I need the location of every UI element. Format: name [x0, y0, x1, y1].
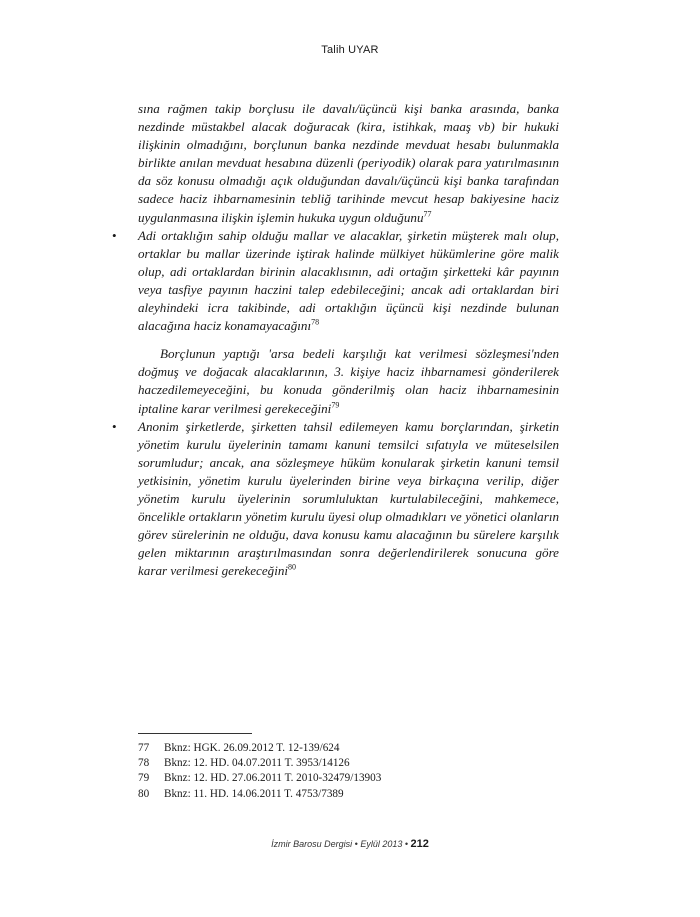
continued-quote	[138, 100, 559, 227]
footnote-ref-78: 78	[311, 317, 320, 327]
continued-quote-text: sına rağmen takip borçlusu ile davalı/üçüncü kişi banka arasında, banka nezdinde müstakbel alacak doğuracak (kira, istihkak, maaş vb) bir hukuki ilişkinin olmadığını, borçlunun banka nezdinde mevduat hesabı bulunmakla birlikte anılan mevduat hesabına düzenli (periyodik) olarak para yatırılmasının da söz konusu olmadığı açık olduğundan davalı/üçüncü kişi banka tarafından sadece haciz ihbarnamesinin tebliğ tarihinde mevcut hesap bakiyesine haciz uygulanmasına ilişkin işlemin hukuka uygun olduğunu	[138, 101, 559, 225]
footnote-number: 78	[138, 757, 150, 770]
issue-date: Eylül 2013	[360, 839, 403, 849]
footnote-number: 77	[138, 742, 150, 754]
journal-name: İzmir Barosu Dergisi	[271, 839, 353, 849]
footnote-text: Bknz: 12. HD. 04.07.2011 T. 3953/14126	[164, 757, 350, 770]
footnote	[138, 787, 559, 802]
paragraph-text: Borçlunun yaptığı 'arsa bedeli karşılığı kat verilmesi sözleşmesi'nden doğmuş ve doğacak alacaklarının, 3. kişiye haciz ihbarnamesi gönderilerek haczedilemeyeceğini, bu konuda gönderilmiş olan haciz ihbarnamesinin iptaline karar verilmesi gerekeceğini	[138, 346, 559, 416]
footnote-number: 80	[138, 787, 150, 800]
running-footer	[0, 838, 700, 850]
bullet-item-text: Adi ortaklığın sahip olduğu mallar ve alacaklar, şirketin müşterek malı olup, ortaklar bu mallar üzerinde iştirak halinde mülkiyet hükümlerine göre malik olup, adi ortaklardan birinin alacaklısının, adi ortağın şirketteki kâr payının veya tasfiye payının haczini talep edebileceğini; ancak adi ortaklardan biri aleyhindeki icra takibinde, adi ortaklığın üçüncü kişi nezdinde bulunan alacağına haciz konamayacağını	[138, 227, 559, 334]
bullet-icon: •	[112, 227, 117, 243]
footnote-ref-79: 79	[331, 400, 340, 410]
footnote-text: Bknz: 11. HD. 14.06.2011 T. 4753/7389	[164, 787, 344, 800]
footnote-number: 79	[138, 772, 150, 785]
bullet-item-1	[112, 227, 559, 336]
footnote-ref-77: 77	[423, 209, 432, 219]
author-name: Talih UYAR	[321, 44, 379, 56]
bullet-item-text: Anonim şirketlerde, şirketten tahsil edilemeyen kamu borçlarından, şirketin yönetim kurulu üyelerinin tamamı kanuni temsilci sıfatıyla ve müteselsilen sorumludur; ancak, ana sözleşmeye hüküm konularak şirketin kanuni temsil yetkisinin, yönetim kurulu üyelerinden birine veya birkaçına verilip, diğer yönetim kurulu üyelerinin sorumluluktan kurtulabileceğini, mahkemece, öncelikle ortakların yönetim kurulu üyesi olup olmadıkları ve yönetici olanların görev sürelerinin ne olduğu, dava konusu kamu alacağının bu sürelere karşılık gelen miktarının araştırılmasından sonra değerlendirilerek sonucuna göre karar verilmesi gerekeceğini	[138, 418, 559, 579]
bullet-icon: •	[112, 418, 117, 434]
body-text	[112, 100, 559, 580]
page-number: 212	[410, 838, 429, 850]
running-header	[0, 44, 700, 56]
footnote-divider	[138, 733, 252, 734]
footnote-ref-80: 80	[288, 562, 297, 572]
footnotes	[138, 741, 559, 802]
footnote-text: Bknz: HGK. 26.09.2012 T. 12-139/624	[164, 742, 340, 754]
bullet-item-2	[112, 418, 559, 581]
footnote-text: Bknz: 12. HD. 27.06.2011 T. 2010-32479/13903	[164, 772, 382, 785]
footnote	[138, 741, 559, 756]
footnote	[138, 771, 559, 786]
separator-dot: •	[404, 839, 409, 849]
body-paragraph	[138, 345, 559, 417]
footnote	[138, 756, 559, 771]
separator-dot: •	[354, 839, 358, 849]
